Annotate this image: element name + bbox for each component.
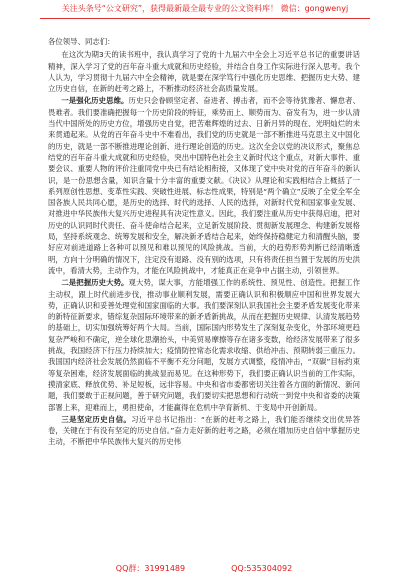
paragraph-history-thinking <box>48 95 360 276</box>
paragraph-text: 历史只会眷顾坚定者、奋进者、搏击者，而不会等待犹豫者、懈怠者、畏难者。我们要准确把握每一个历史阶段的特征，乘势而上、顺势而为、奋发有为，进一步认清当代中国所处的历史方位，增强历史自觉，把苦难辉煌的过去、日新月异的现在、光明灿烂的未来贯通起来。从党的百年奋斗史中不难看出，我们党的历史就是一部不断推进马克思主义中国化的历史，就是一部不断推进理论创新、进行理论创造的历史。这次全会以党的决议形式，聚焦总结党的百年奋斗重大成就和历史经验，突出中国特色社会主义新时代这个重点，对新大事件、重要会议、重要人物的评价注重同党中央已有结论相衔接，又体现了党中央对党的百年奋斗的新认识，是一份思想含量，知识含量十分丰富的重要文献。《决议》从理论和实践相结合上概括了一系列原创性思想、变革性实践、突破性进展、标志性成果，特别是“两个确立”反映了全党全军全国各族人民共同心愿，是历史的选择、时代的选择、人民的选择，对新时代党和国家事业发展、对推进中华民族伟大复兴历史进程具有决定性意义。因此，我们要注重从历史中获得启迪，把对历史的认识同时代责任、奋斗使命结合起来，立足新发展阶段、贯彻新发展理念、构建新发展格局，坚持系统观念、统筹发展和安全，解决新矛盾结合起来，始终保持稳健定力和清醒头脑，要好应对前进道路上各种可以预见和难以预见的风险挑战。当前，大的趋势形势判断已经清晰透明，方向十分明确的情况下，注定没有退路、没有别的选项，只有将责任担当置于发展的历史洪流中，看清大势，主动作为，才能在风险挑战中，才能真正在竞争中占据主动，引领世界。 <box>48 96 360 275</box>
paragraph-intro <box>48 49 360 94</box>
paragraph-history-confidence <box>48 414 360 448</box>
paragraph-text: 习近平总书记指出：“在新的赶考之路上，我们能否继续交出优异答卷，关键在于有没有坚定的历史自信。”奋力走好新的赶考之路，必须在增加历史自信中掌握历史主动，不断把中华民族伟大复兴的历史伟 <box>48 414 360 447</box>
document-body <box>48 36 360 554</box>
section-heading: 一是强化历史思维。 <box>61 96 129 106</box>
footer-qq-group: QQ群：31991489 <box>115 564 186 573</box>
footer-contact <box>0 562 408 576</box>
section-heading: 二是把握历史大势。 <box>61 278 129 288</box>
salutation: 各位领导、同志们： <box>48 37 115 46</box>
paragraph-text: 观大势，谋大事，方能增强工作的系统性、预见性、创造性。把握工作主动权，跟上时代前进步伐，推动事业顺利发展，需要正确认识和积极顺应中国和世界发展大势，正确认识和妥善处理党和国家面临的大事。我们要深刻认识我国社会主要矛盾发展变化带来的新特征新要求，错综复杂国际环境带来的新矛盾新挑战，从而在把握历史规律、认清发展趋势的基础上，切实加强统筹好两个大局。当前，国际国内形势发生了深刻复杂变化，外部环境更趋复杂严峻和不确定，逆全球化思潮抬头，中美贸易摩擦等存在诸多变数，给经济发展带来了很多挑战，我国经济下行压力持续加大；疫情防控常态化需求收缩、供给冲击、预期转弱三重压力。我国国内经济社会发展仍然面临不平衡不充分问题，发展方式调整，疫情冲击，“双碳”目标约束等复杂困难，经济发展面临的挑战显而易见。在这种形势下，我们要正确认识当前的工作实际，摸清家底、释放优势、补足短板，远非容易。中央和省市委都密切关注着各方面的新情况、新问题，我们要敢于正视问题，善于研究问题，我们要切实把思想和行动统一到党中央和省委的决策部署上来，迎难而上，勇担使命，才能赢得在危机中孕育新机、于变局中开创新局。 <box>48 278 360 412</box>
paragraph-history-trend <box>48 277 360 413</box>
section-heading: 三是坚定历史自信。 <box>61 414 132 424</box>
paragraph-text: 在这次为期3天的读书班中，我认真学习了党的十九届六中全会上习近平总书记的重要讲话精神，深入学习了党的百年奋斗重大成就和历史经验，并结合自身工作实际进行深入思考。我个人认为，学习贯彻十九届六中全会精神，就是要在深学笃行中强化历史思维、把握历史大势、建立历史自信，在新的赶考之路上，不断推动经济社会高质量发展。 <box>48 50 360 94</box>
header-banner: 关注头条号“公文研究”，获得最新最全最专业的公文资料库！ 微信：gongwenyj <box>40 0 370 19</box>
footer-qq-number: QQ:535304092 <box>231 564 293 573</box>
